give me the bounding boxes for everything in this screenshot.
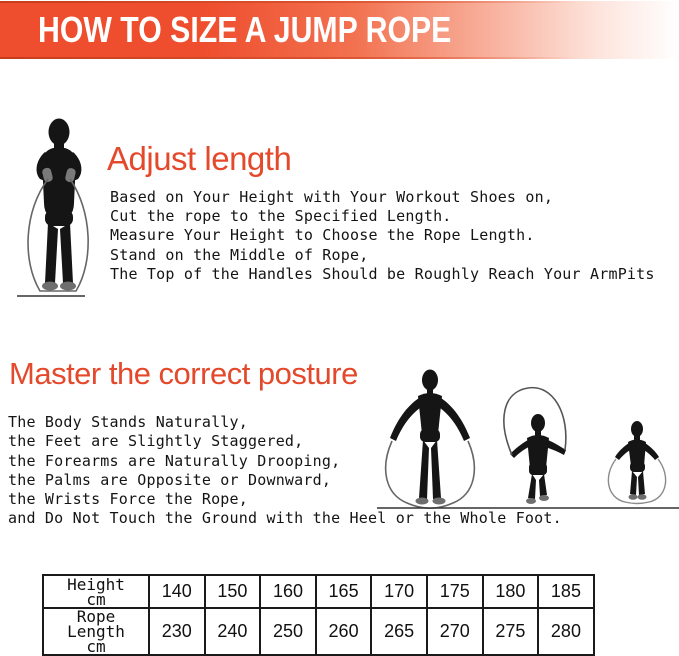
text-line: The Top of the Handles Should be Roughly Reach Your ArmPits bbox=[110, 264, 655, 283]
height-value: 150 bbox=[205, 575, 261, 608]
text-line: The Body Stands Naturally, bbox=[8, 413, 248, 431]
rope-length-value: 265 bbox=[371, 608, 427, 655]
adjust-length-instructions bbox=[110, 188, 655, 284]
text-line: Cut the rope to the Specified Length. bbox=[110, 207, 452, 226]
header-banner bbox=[0, 1, 679, 59]
text-line: Based on Your Height with Your Workout Shoes on, bbox=[110, 188, 554, 206]
height-value: 185 bbox=[538, 575, 594, 608]
row-unit: cm bbox=[86, 589, 106, 609]
row-label: Height bbox=[67, 574, 125, 594]
text-line: the Palms are Opposite or Downward, bbox=[8, 470, 332, 489]
height-value: 165 bbox=[316, 575, 372, 608]
height-value: 160 bbox=[260, 575, 316, 608]
standing-person-with-rope-illustration bbox=[12, 115, 116, 301]
row-label: Rope Length bbox=[67, 607, 125, 641]
row-unit: cm bbox=[86, 637, 106, 656]
height-value: 140 bbox=[149, 575, 205, 608]
small-jumper-silhouette-icon bbox=[615, 421, 659, 500]
rope-length-value: 270 bbox=[427, 608, 483, 655]
rope-length-value: 260 bbox=[316, 608, 372, 655]
row-header-rope-length bbox=[43, 608, 149, 655]
height-value: 170 bbox=[371, 575, 427, 608]
large-jumper-silhouette-icon bbox=[390, 370, 470, 505]
text-line: the Forearms are Naturally Drooping, bbox=[8, 451, 341, 470]
standing-silhouette-icon bbox=[37, 119, 82, 284]
height-value: 180 bbox=[483, 575, 539, 608]
row-header-height bbox=[43, 575, 149, 608]
text-line: Stand on the Middle of Rope, bbox=[110, 245, 369, 264]
height-value: 175 bbox=[427, 575, 483, 608]
medium-jumper-silhouette-icon bbox=[510, 414, 566, 504]
size-table bbox=[42, 574, 595, 656]
rope-length-value: 240 bbox=[205, 608, 261, 655]
rope-length-value: 230 bbox=[149, 608, 205, 655]
table-row-rope-length bbox=[43, 608, 594, 655]
text-line: the Wrists Force the Rope, bbox=[8, 490, 248, 509]
table-row-height bbox=[43, 575, 594, 608]
rope-down-icon bbox=[386, 441, 475, 508]
correct-posture-heading: Master the correct posture bbox=[9, 356, 358, 391]
rope-length-value: 275 bbox=[483, 608, 539, 655]
adjust-length-heading: Adjust length bbox=[107, 140, 292, 177]
page-title: HOW TO SIZE A JUMP ROPE bbox=[38, 9, 452, 50]
jumping-posture-illustration bbox=[375, 362, 679, 512]
rope-length-value: 250 bbox=[260, 608, 316, 655]
text-line: the Feet are Slightly Staggered, bbox=[8, 432, 304, 451]
text-line: Measure Your Height to Choose the Rope Length. bbox=[110, 226, 535, 245]
text-line: and Do Not Touch the Ground with the Heel or the Whole Foot. bbox=[8, 509, 562, 528]
rope-length-value: 280 bbox=[538, 608, 594, 655]
